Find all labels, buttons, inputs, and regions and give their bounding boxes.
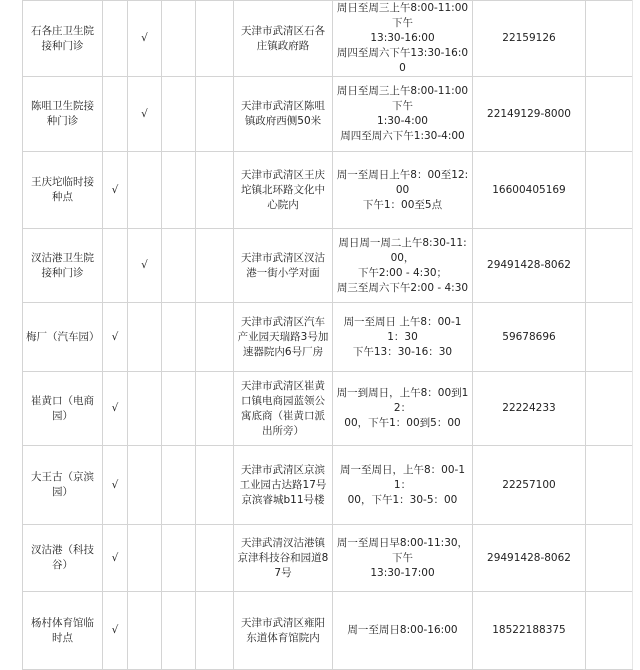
- address-cell: 天津市武清区石各庄镇政府路: [234, 1, 333, 77]
- table-row: [23, 229, 633, 303]
- table-row: [23, 77, 633, 152]
- empty-cell: [586, 152, 633, 229]
- check-cell-2: √: [128, 1, 162, 77]
- hours-line: 周一至周日上午8：00至12:00: [336, 168, 469, 196]
- vaccination-sites-table: [22, 0, 633, 670]
- check-cell-1: [103, 229, 128, 303]
- hours-line: 周三至周六下午2:00 - 4:30: [336, 281, 469, 294]
- empty-cell: [162, 1, 196, 77]
- address-cell: 天津市武清区汽车产业园天瑞路3号加速器院内6号厂房: [234, 303, 333, 372]
- phone-cell: 59678696: [473, 303, 586, 372]
- hours-line: 下午2:00 - 4:30；: [357, 266, 448, 279]
- check-cell-2: √: [128, 229, 162, 303]
- hours-line: 下午13：30-16：30: [352, 345, 453, 358]
- table-row: [23, 446, 633, 525]
- check-cell-2: √: [128, 77, 162, 152]
- page-edge-divider: [632, 0, 633, 669]
- address-cell: 天津市武清区崔黄口镇电商园蓝领公寓底商（崔黄口派出所旁）: [234, 372, 333, 446]
- phone-cell: 29491428-8062: [473, 229, 586, 303]
- table-body: [23, 1, 633, 670]
- hours-line: 周一到周日，上午8：00到12：: [336, 387, 469, 414]
- address-cell: 天津市武清区王庆坨镇北环路文化中心院内: [234, 152, 333, 229]
- hours-line: 1:30-4:00: [377, 115, 428, 127]
- empty-cell: [162, 372, 196, 446]
- site-name-cell: 汊沽港卫生院接种门诊: [23, 229, 103, 303]
- site-name-cell: 石各庄卫生院接种门诊: [23, 1, 103, 77]
- check-cell-2: [128, 372, 162, 446]
- empty-cell: [196, 592, 234, 670]
- empty-cell: [162, 152, 196, 229]
- hours-line: 周四至周六下午13:30-16:00: [336, 47, 469, 74]
- hours-line: 周一至周日早8:00-11:30，下午: [336, 536, 469, 564]
- check-cell-1: [103, 1, 128, 77]
- empty-cell: [586, 303, 633, 372]
- hours-line: 00，下午1：00到5：00: [344, 417, 461, 429]
- hours-cell: [333, 77, 473, 152]
- phone-cell: 22224233: [473, 372, 586, 446]
- empty-cell: [196, 525, 234, 592]
- check-cell-1: √: [103, 303, 128, 372]
- table-row: [23, 525, 633, 592]
- empty-cell: [162, 446, 196, 525]
- hours-cell: [333, 1, 473, 77]
- table-row: [23, 152, 633, 229]
- phone-cell: 22149129-8000: [473, 77, 586, 152]
- empty-cell: [162, 592, 196, 670]
- empty-cell: [586, 446, 633, 525]
- empty-cell: [196, 229, 234, 303]
- site-name-cell: 大王古（京滨园）: [23, 446, 103, 525]
- table-row: [23, 592, 633, 670]
- empty-cell: [586, 229, 633, 303]
- hours-cell: [333, 372, 473, 446]
- site-name-cell: 梅厂（汽车园）: [23, 303, 103, 372]
- hours-line: 13:30-16:00: [370, 32, 435, 44]
- table-row: [23, 372, 633, 446]
- check-cell-1: √: [103, 372, 128, 446]
- hours-line: 下午1：00至5点: [362, 198, 443, 211]
- check-cell-2: [128, 592, 162, 670]
- address-cell: 天津市武清区京滨工业园古达路17号京滨睿城b11号楼: [234, 446, 333, 525]
- check-cell-1: √: [103, 592, 128, 670]
- site-name-cell: 杨村体育馆临时点: [23, 592, 103, 670]
- address-cell: 天津市武清区雍阳东道体育馆院内: [234, 592, 333, 670]
- check-cell-1: √: [103, 446, 128, 525]
- hours-cell: [333, 592, 473, 670]
- hours-cell: [333, 446, 473, 525]
- empty-cell: [196, 1, 234, 77]
- site-name-cell: 崔黄口（电商园）: [23, 372, 103, 446]
- empty-cell: [196, 152, 234, 229]
- hours-line: 周一至周日 上午8：00-11：30: [343, 315, 462, 343]
- phone-cell: 22257100: [473, 446, 586, 525]
- table-row: [23, 303, 633, 372]
- site-name-cell: 陈咀卫生院接种门诊: [23, 77, 103, 152]
- empty-cell: [586, 592, 633, 670]
- empty-cell: [162, 229, 196, 303]
- empty-cell: [162, 525, 196, 592]
- empty-cell: [586, 1, 633, 77]
- check-cell-2: [128, 446, 162, 525]
- address-cell: 天津武清汊沽港镇京津科技谷和园道87号: [234, 525, 333, 592]
- hours-line: 周日至周三上午8:00-11:00下午: [336, 85, 469, 112]
- hours-line: 周一至周日8:00-16:00: [347, 624, 458, 636]
- hours-line: 13:30-17:00: [370, 566, 435, 579]
- empty-cell: [162, 303, 196, 372]
- check-cell-2: [128, 152, 162, 229]
- hours-cell: [333, 229, 473, 303]
- check-cell-1: [103, 77, 128, 152]
- hours-cell: [333, 525, 473, 592]
- address-cell: 天津市武清区陈咀镇政府西侧50米: [234, 77, 333, 152]
- phone-cell: 29491428-8062: [473, 525, 586, 592]
- hours-line: 00，下午1：30-5：00: [347, 493, 458, 506]
- site-name-cell: 王庆坨临时接种点: [23, 152, 103, 229]
- check-cell-2: [128, 303, 162, 372]
- check-cell-1: √: [103, 152, 128, 229]
- empty-cell: [586, 525, 633, 592]
- check-cell-2: [128, 525, 162, 592]
- phone-cell: 18522188375: [473, 592, 586, 670]
- phone-cell: 16600405169: [473, 152, 586, 229]
- hours-line: 周日周一周二上午8:30-11:00，: [338, 236, 467, 264]
- empty-cell: [196, 77, 234, 152]
- check-cell-1: √: [103, 525, 128, 592]
- hours-line: 周一至周日，上午8：00-11：: [339, 463, 465, 491]
- hours-cell: [333, 303, 473, 372]
- hours-cell: [333, 152, 473, 229]
- address-cell: 天津市武清区汊沽港一街小学对面: [234, 229, 333, 303]
- empty-cell: [586, 77, 633, 152]
- phone-cell: 22159126: [473, 1, 586, 77]
- empty-cell: [196, 303, 234, 372]
- empty-cell: [162, 77, 196, 152]
- empty-cell: [196, 372, 234, 446]
- empty-cell: [196, 446, 234, 525]
- table-row: [23, 1, 633, 77]
- site-name-cell: 汊沽港（科技谷）: [23, 525, 103, 592]
- hours-line: 周日至周三上午8:00-11:00下午: [336, 2, 469, 29]
- empty-cell: [586, 372, 633, 446]
- hours-line: 周四至周六下午1:30-4:00: [340, 130, 465, 142]
